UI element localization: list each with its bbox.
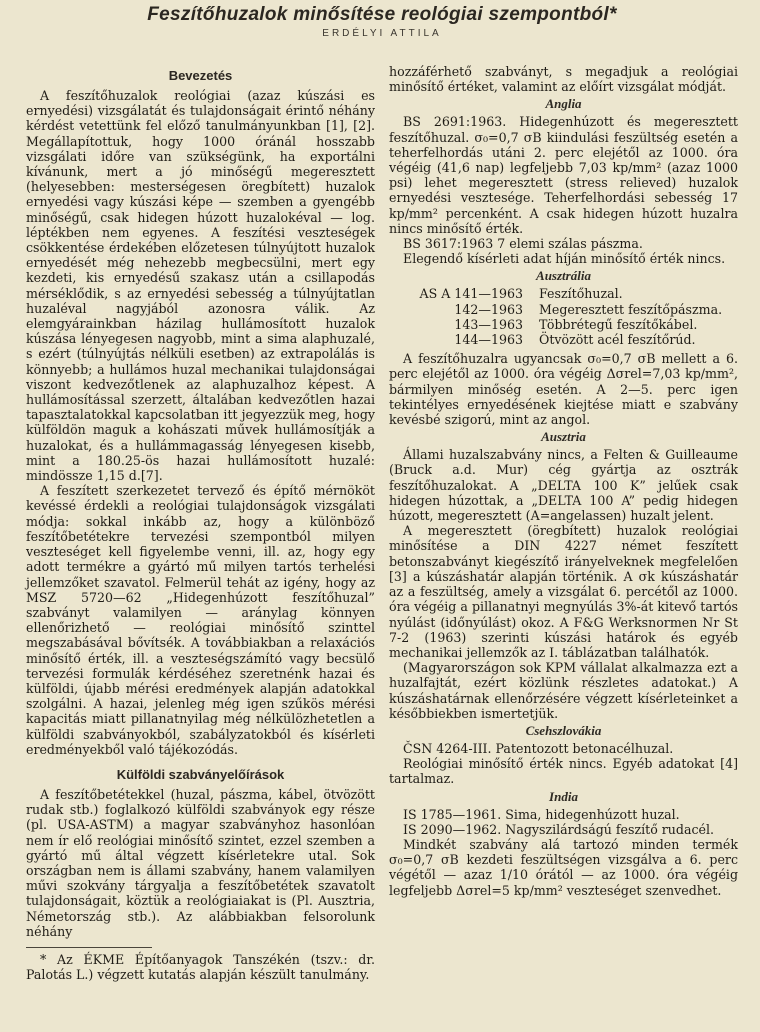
intro-paragraph-1: A feszítőhuzalok reológiai (azaz kúszási es ernyedési) vizsgálatát és tulajdonságait érintő néhány kérdést vetettünk fel előző tanulmányunkban [1], [2]. Megállapítottuk, hogy 1000 óránál hosszabb vizsgálati időre van szükségünk, ha exportálni kívánunk, mert a jó minőségű megeresztett (helyesebben: mesterségesen öregbített) huzalok ernyedési vagy kúszási képe — szemben a gyengébb minőségű, csak hidegen húzott huzalokéval — log. léptékben nem egyenes. A feszítési veszteségek csökkentése érdekében előzetesen túlnyújtott huzalok ernyedését még nehezebb megbecsülni, mert egy kezdeti, kis ernyedésű szakasz után a csillapodás mérséklődik, s az ernyedési sebesség a túlnyújtatlan huzaléval nagyjából azonosra válik. Az elemgyárainkban házilag hullámosított huzalok kúszása lényegesen nagyobb, mint a sima alaphuzalé, s ezért (túlnyújtás nélküli esetben) az extrapolálás is könnyebb; a hullámos huzal mechanikai tulajdonságai viszont kedvezőtlenek az alaphuzalhoz képest. A hullámosítással szerzett, általában kedvezőtlen hazai tapasztalatokkal kapcsolatban itt jegyezzük meg, hogy külföldön maguk a kohászati művek hullámosítják a huzalokat, és a hullámmagasság lényegesen kisebb, mint a 180.25-ös hazai hullámosított huzalé: mindössze 1,15 d.[7]. xyxy=(26,88,375,484)
standard-description: Megeresztett feszítőpászma. xyxy=(539,301,723,317)
footnote: * Az ÉKME Építőanyagok Tanszékén (tszv.: dr. Palotás L.) végzett kutatás alapján készült tanulmány. xyxy=(26,951,375,983)
country-heading-india: India xyxy=(549,788,578,804)
country-heading-ausztria: Ausztria xyxy=(541,429,586,445)
india-paragraph-1: IS 1785—1961. Sima, hidegenhúzott huzal. xyxy=(403,806,680,822)
section-heading-foreign-standards: Külföldi szabványelőírások xyxy=(116,766,285,782)
country-heading-anglia: Anglia xyxy=(545,96,582,112)
article-title: Feszítőhuzalok minősítése reológiai szempontból* xyxy=(147,4,617,25)
intro-paragraph-2: A feszített szerkezetet tervező és építő mérnököt kevéssé érdekli a reológiai tulajdonságok vizsgálati módja: sokkal inkább az, hogy a különböző feszítőbetétekre tervezési szempontból milyen veszteséget kell figyelembe venni, ill. az, hogy egy adott termékre a gyártó mű milyen tartós terhelési jellemzőket szavatol. Felmerül tehát az igény, hogy az MSZ 5720—62 „Hidegenhúzott feszítőhuzal” szabványt valamilyen — aránylag könnyen ellenőrizhető — reológiai minősítő szinttel megszabásával bővítsék. A továbbiakban a relaxációs minősítő érték, ill. a veszteségszámító vagy becsülő tervezési formulák kérdéséhez szeretnénk hazai és külföldi, újabb mérési eredmények alapján adatokkal szolgálni. A hazai, jelenleg még igen szűkös mérési kapacitás miatt pillanatnyilag még nélkülözhetetlen a külföldi szabványokból, szabályzatokból és kísérleti eredményekből való tájékozódás. xyxy=(26,483,375,757)
footnote-divider xyxy=(26,947,152,948)
standard-description: Többrétegű feszítőkábel. xyxy=(539,316,698,332)
csehszlovakia-paragraph-1: ČSN 4264-III. Patentozott betonacélhuzal. xyxy=(403,740,674,756)
right-column xyxy=(389,64,738,982)
left-column xyxy=(26,64,375,982)
ausztria-paragraph-3: (Magyarországon sok KPM vállalat alkalmazza ezt a huzalfajtát, ezért közlünk részletes adatokat.) A kúszáshatárnak ellenőrzésére végzett kísérleteinket a későbbiekben ismertetjük. xyxy=(389,660,738,721)
section-heading-introduction: Bevezetés xyxy=(168,68,233,83)
standard-description: Feszítőhuzal. xyxy=(539,286,623,302)
standard-code: 143—1963 xyxy=(454,316,523,332)
standards-paragraph: A feszítőbetétekkel (huzal, pászma, kábel, ötvözött rudak stb.) foglalkozó külföldi szabványok egy része (pl. USA-ASTM) a magyar szabványhoz hasonlóan nem ír elő reológiai minősítő szintet, ezzel szemben a gyártó mű által végzett kísérletekre utal. Sok országban nem is állami szabvány, hanem valamilyen művi szokvány tárgyalja a feszítőbetétek szavatolt tulajdonságait, köztük a reológiaiakat is (Pl. Ausztria, Németország stb.). Az alábbiakban felsorolunk néhány xyxy=(26,786,375,939)
standard-row xyxy=(389,286,738,301)
standard-row xyxy=(389,332,738,347)
article-author: ERDÉLYI ATTILA xyxy=(322,28,442,39)
india-paragraph-3: Mindkét szabvány alá tartozó minden termék σ₀=0,7 σB kezdeti feszültségen vizsgálva a 6. perc végétől — azaz 1/10 órától — az 1000. óra végéig legfeljebb Δσrel=5 kp/mm² veszteséget szenvedhet. xyxy=(389,836,738,898)
csehszlovakia-paragraph-2: Reológiai minősítő érték nincs. Egyéb adatokat [4] tartalmaz. xyxy=(389,756,738,787)
india-paragraph-2: IS 2090—1962. Nagyszilárdságú feszítő rudacél. xyxy=(403,821,715,837)
country-heading-ausztralia: Ausztrália xyxy=(536,268,591,284)
country-heading-csehszlovakia: Csehszlovákia xyxy=(525,722,602,738)
standards-list xyxy=(389,286,738,347)
anglia-paragraph-2: BS 3617:1963 7 elemi szálas pászma. xyxy=(403,236,643,252)
standard-code: 144—1963 xyxy=(454,332,523,348)
standard-row xyxy=(389,317,738,332)
standard-code: AS A 141—1963 xyxy=(419,286,523,302)
anglia-paragraph-3: Elegendő kísérleti adat híján minősítő érték nincs. xyxy=(403,251,726,267)
ausztria-paragraph-1: Állami huzalszabvány nincs, a Felten & Guilleaume (Bruck a.d. Mur) cég gyártja az osztrák feszítőhuzalokat. A „DELTA 100 K” jelűek csak hidegen húzottak, a „DELTA 100 A” pedig hidegen húzott, megeresztett (A=angelassen) huzalt jelent. xyxy=(389,447,738,524)
anglia-paragraph-1: BS 2691:1963. Hidegenhúzott és megeresztett feszítőhuzal. σ₀=0,7 σB kiindulási feszültség esetén a teherfelhordás utáni 2. perc elejétől az 1000. óra végéig (41,6 nap) legfeljebb 7,03 kp/mm² (azaz 1000 psi) lehet megeresztett (stress relieved) huzalok ernyedési vesztesége. Teherfelhordási sebesség 17 kp/mm² percenként. A csak hidegen húzott huzalra nincs minősítő érték. xyxy=(389,114,738,236)
standard-row xyxy=(389,302,738,317)
continued-paragraph: hozzáférhető szabványt, s megadjuk a reológiai minősítő értéket, valamint az előírt vizsgálat módját. xyxy=(389,64,738,95)
article-body xyxy=(26,64,738,982)
standard-description: Ötvözött acél feszítőrúd. xyxy=(539,332,696,348)
standard-code: 142—1963 xyxy=(454,301,523,317)
ausztralia-paragraph: A feszítőhuzalra ugyancsak σ₀=0,7 σB mellett a 6. perc elejétől az 1000. óra végéig Δσrel=7,03 kp/mm², bármilyen minőség esetén. A 2—5. perc igen tekintélyes ernyedésének kiejtése miatt e szabvány kevésbé szigorú, mint az angol. xyxy=(389,351,738,428)
ausztria-paragraph-2: A megeresztett (öregbített) huzalok reológiai minősítése a DIN 4227 német feszített betonszabványt kiegészítő irányelveknek megfelelően [3] a kúszáshatár alapján történik. A σk kúszáshatár az a feszültség, amely a vizsgálat 6. percétől az 1000. óra végéig a pillanatnyi megnyúlás 3%-át kitevő tartós nyúlást (időnyúlást) okoz. A F&G Werksnormen Nr St 7-2 (1963) szerinti kúszási határok és egyéb mechanikai jellemzők az I. táblázatban találhatók. xyxy=(389,523,738,660)
